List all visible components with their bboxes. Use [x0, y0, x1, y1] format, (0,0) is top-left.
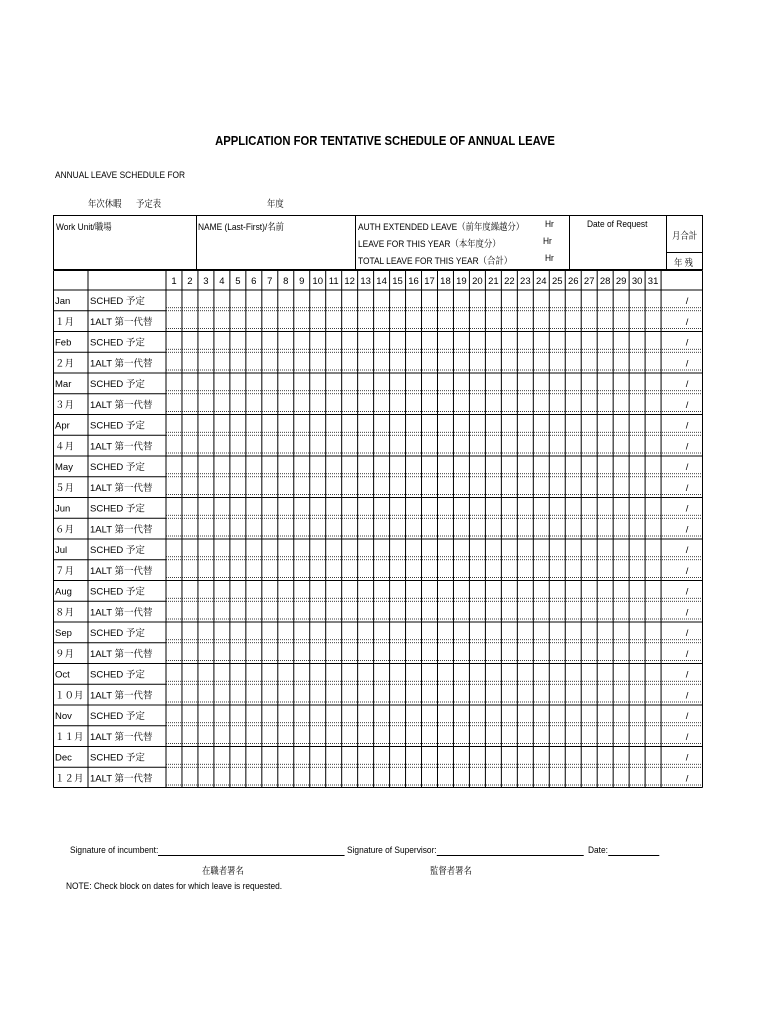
- header-box: [53, 215, 703, 270]
- remaining-slash: /: [685, 503, 689, 515]
- month-label-cn: ２月: [55, 358, 75, 370]
- day-header-label: 19: [456, 276, 467, 287]
- schedule-for-label: ANNUAL LEAVE SCHEDULE FOR: [55, 170, 186, 181]
- leave-calendar-grid: [53, 270, 703, 788]
- remaining-slash: /: [685, 524, 689, 536]
- month-label-cn: ５月: [55, 482, 75, 494]
- row-label-alt: 1ALT 第一代替: [90, 648, 153, 660]
- month-label-en: Jan: [55, 296, 71, 307]
- row-label-sched: SCHED 予定: [90, 752, 145, 764]
- row-label-sched: SCHED 予定: [90, 628, 145, 639]
- remaining-slash: /: [685, 358, 689, 370]
- remaining-slash: /: [685, 586, 689, 598]
- remaining-slash: /: [685, 648, 689, 660]
- month-label-en: Dec: [55, 752, 72, 764]
- footer-note: NOTE: Check block on dates for which leave is requested.: [66, 881, 283, 892]
- row-label-alt: 1ALT 第一代替: [90, 731, 153, 743]
- row-label-sched: SCHED 予定: [90, 379, 145, 390]
- row-label-alt: 1ALT 第一代替: [90, 773, 153, 785]
- month-label-cn: ４月: [55, 441, 75, 453]
- month-label-cn: １２月: [55, 773, 84, 785]
- day-header-label: 10: [312, 276, 324, 287]
- name-label: NAME (Last-First)/名前: [198, 222, 284, 233]
- row-label-alt: 1ALT 第一代替: [90, 690, 153, 702]
- remaining-slash: /: [685, 399, 689, 411]
- day-header-label: 16: [408, 276, 419, 287]
- day-header-label: 24: [536, 276, 547, 287]
- remaining-slash: /: [685, 669, 689, 681]
- month-label-en: Apr: [55, 420, 70, 432]
- row-label-alt: 1ALT 第一代替: [90, 441, 153, 453]
- row-label-alt: 1ALT 第一代替: [90, 399, 153, 411]
- work-unit-label: Work Unit/職場: [56, 222, 112, 233]
- month-label-en: Sep: [55, 628, 72, 639]
- remaining-slash: /: [685, 316, 689, 328]
- month-total-label: 月合計: [672, 231, 698, 242]
- this-year-label: LEAVE FOR THIS YEAR（本年度分）: [358, 239, 501, 250]
- row-label-sched: SCHED 予定: [90, 545, 145, 556]
- day-header-label: 8: [283, 276, 289, 287]
- row-label-alt: 1ALT 第一代替: [90, 524, 153, 536]
- day-header-label: 9: [299, 276, 305, 287]
- month-label-en: May: [55, 462, 73, 473]
- row-label-sched: SCHED 予定: [90, 420, 145, 432]
- remaining-slash: /: [685, 731, 689, 743]
- day-header-label: 11: [328, 276, 339, 287]
- row-label-sched: SCHED 予定: [90, 337, 145, 349]
- month-label-en: Nov: [55, 711, 72, 722]
- day-header-label: 21: [488, 276, 499, 287]
- day-header-label: 14: [376, 276, 387, 287]
- month-label-en: Aug: [55, 586, 72, 598]
- row-label-sched: SCHED 予定: [90, 462, 145, 473]
- day-header-label: 25: [551, 276, 563, 287]
- day-header-label: 27: [583, 276, 595, 287]
- signature-supervisor-label: Signature of Supervisor:: [347, 845, 437, 856]
- signature-incumbent-label: Signature of incumbent:: [70, 845, 159, 856]
- day-header-label: 6: [251, 276, 257, 287]
- row-label-alt: 1ALT 第一代替: [90, 358, 153, 370]
- row-label-sched: SCHED 予定: [90, 503, 145, 515]
- row-label-alt: 1ALT 第一代替: [90, 607, 153, 619]
- date-line[interactable]: [608, 855, 659, 856]
- day-header-label: 31: [647, 276, 659, 287]
- month-label-cn: ９月: [55, 648, 75, 660]
- day-header-label: 17: [424, 276, 435, 287]
- auth-extended-label: AUTH EXTENDED LEAVE（前年度繰越分）: [358, 222, 525, 233]
- remaining-slash: /: [685, 482, 689, 494]
- day-header-label: 23: [520, 276, 531, 287]
- remaining-slash: /: [685, 296, 689, 307]
- remaining-slash: /: [685, 462, 689, 473]
- schedule-cn-label: 年次休暇: [88, 199, 122, 210]
- hr-label-3: Hr: [545, 253, 554, 264]
- total-label: TOTAL LEAVE FOR THIS YEAR（合計）: [358, 256, 513, 267]
- month-label-en: Feb: [55, 337, 72, 349]
- row-label-sched: SCHED 予定: [90, 669, 145, 681]
- remaining-slash: /: [685, 752, 689, 764]
- schedule-cn2-label: 予定表: [136, 199, 162, 210]
- row-label-sched: SCHED 予定: [90, 711, 145, 722]
- month-label-cn: ７月: [55, 565, 75, 577]
- day-header-label: 22: [504, 276, 515, 287]
- row-label-alt: 1ALT 第一代替: [90, 316, 153, 328]
- month-label-cn: １０月: [55, 690, 84, 702]
- signature-supervisor-cn: 監督者署名: [430, 866, 472, 877]
- remaining-slash: /: [685, 565, 689, 577]
- hr-label-2: Hr: [543, 236, 552, 247]
- day-header-label: 12: [344, 276, 355, 287]
- signature-incumbent: [70, 845, 345, 856]
- day-header-label: 30: [631, 276, 643, 287]
- remaining-slash: /: [685, 420, 689, 432]
- row-label-alt: 1ALT 第一代替: [90, 482, 153, 494]
- signature-supervisor-line[interactable]: [437, 855, 584, 856]
- month-label-cn: ８月: [55, 607, 75, 619]
- remaining-slash: /: [685, 379, 689, 390]
- day-header-label: 5: [235, 276, 241, 287]
- day-header-label: 26: [567, 276, 579, 287]
- day-header-label: 28: [599, 276, 611, 287]
- month-label-en: Jul: [55, 545, 68, 556]
- month-label-en: Mar: [55, 379, 72, 390]
- day-header-label: 20: [472, 276, 483, 287]
- day-header-label: 4: [219, 276, 225, 287]
- month-label-cn: １月: [55, 316, 75, 328]
- remaining-slash: /: [685, 441, 689, 453]
- month-label-en: Jun: [55, 503, 71, 515]
- row-label-sched: SCHED 予定: [90, 586, 145, 598]
- day-header-label: 13: [360, 276, 371, 287]
- remaining-slash: /: [685, 337, 689, 349]
- date-label: Date:: [588, 845, 608, 856]
- row-label-alt: 1ALT 第一代替: [90, 565, 153, 577]
- remaining-slash: /: [685, 773, 689, 785]
- month-label-en: Oct: [55, 669, 70, 681]
- day-header-label: 7: [267, 276, 273, 287]
- date-field: [588, 845, 659, 856]
- hr-label-1: Hr: [545, 219, 554, 230]
- month-label-cn: ６月: [55, 524, 75, 536]
- year-remaining-label: 年 残: [674, 258, 694, 269]
- date-of-request-label: Date of Request: [587, 219, 648, 230]
- day-header-label: 2: [187, 276, 193, 287]
- day-header-label: 1: [171, 276, 177, 287]
- day-header-label: 18: [440, 276, 451, 287]
- remaining-slash: /: [685, 628, 689, 639]
- signature-supervisor: [347, 845, 584, 856]
- remaining-slash: /: [685, 607, 689, 619]
- year-cn-label: 年度: [267, 199, 284, 210]
- month-label-cn: ３月: [55, 399, 75, 411]
- page-title: APPLICATION FOR TENTATIVE SCHEDULE OF ANNUAL LEAVE: [215, 134, 555, 148]
- signature-incumbent-line[interactable]: [158, 855, 345, 856]
- day-header-label: 29: [615, 276, 627, 287]
- day-header-label: 15: [392, 276, 403, 287]
- remaining-slash: /: [685, 545, 689, 556]
- signature-incumbent-cn: 在職者署名: [202, 866, 244, 877]
- remaining-slash: /: [685, 711, 689, 722]
- month-label-cn: １１月: [55, 731, 84, 743]
- day-header-label: 3: [203, 276, 209, 287]
- remaining-slash: /: [685, 690, 689, 702]
- row-label-sched: SCHED 予定: [90, 296, 145, 307]
